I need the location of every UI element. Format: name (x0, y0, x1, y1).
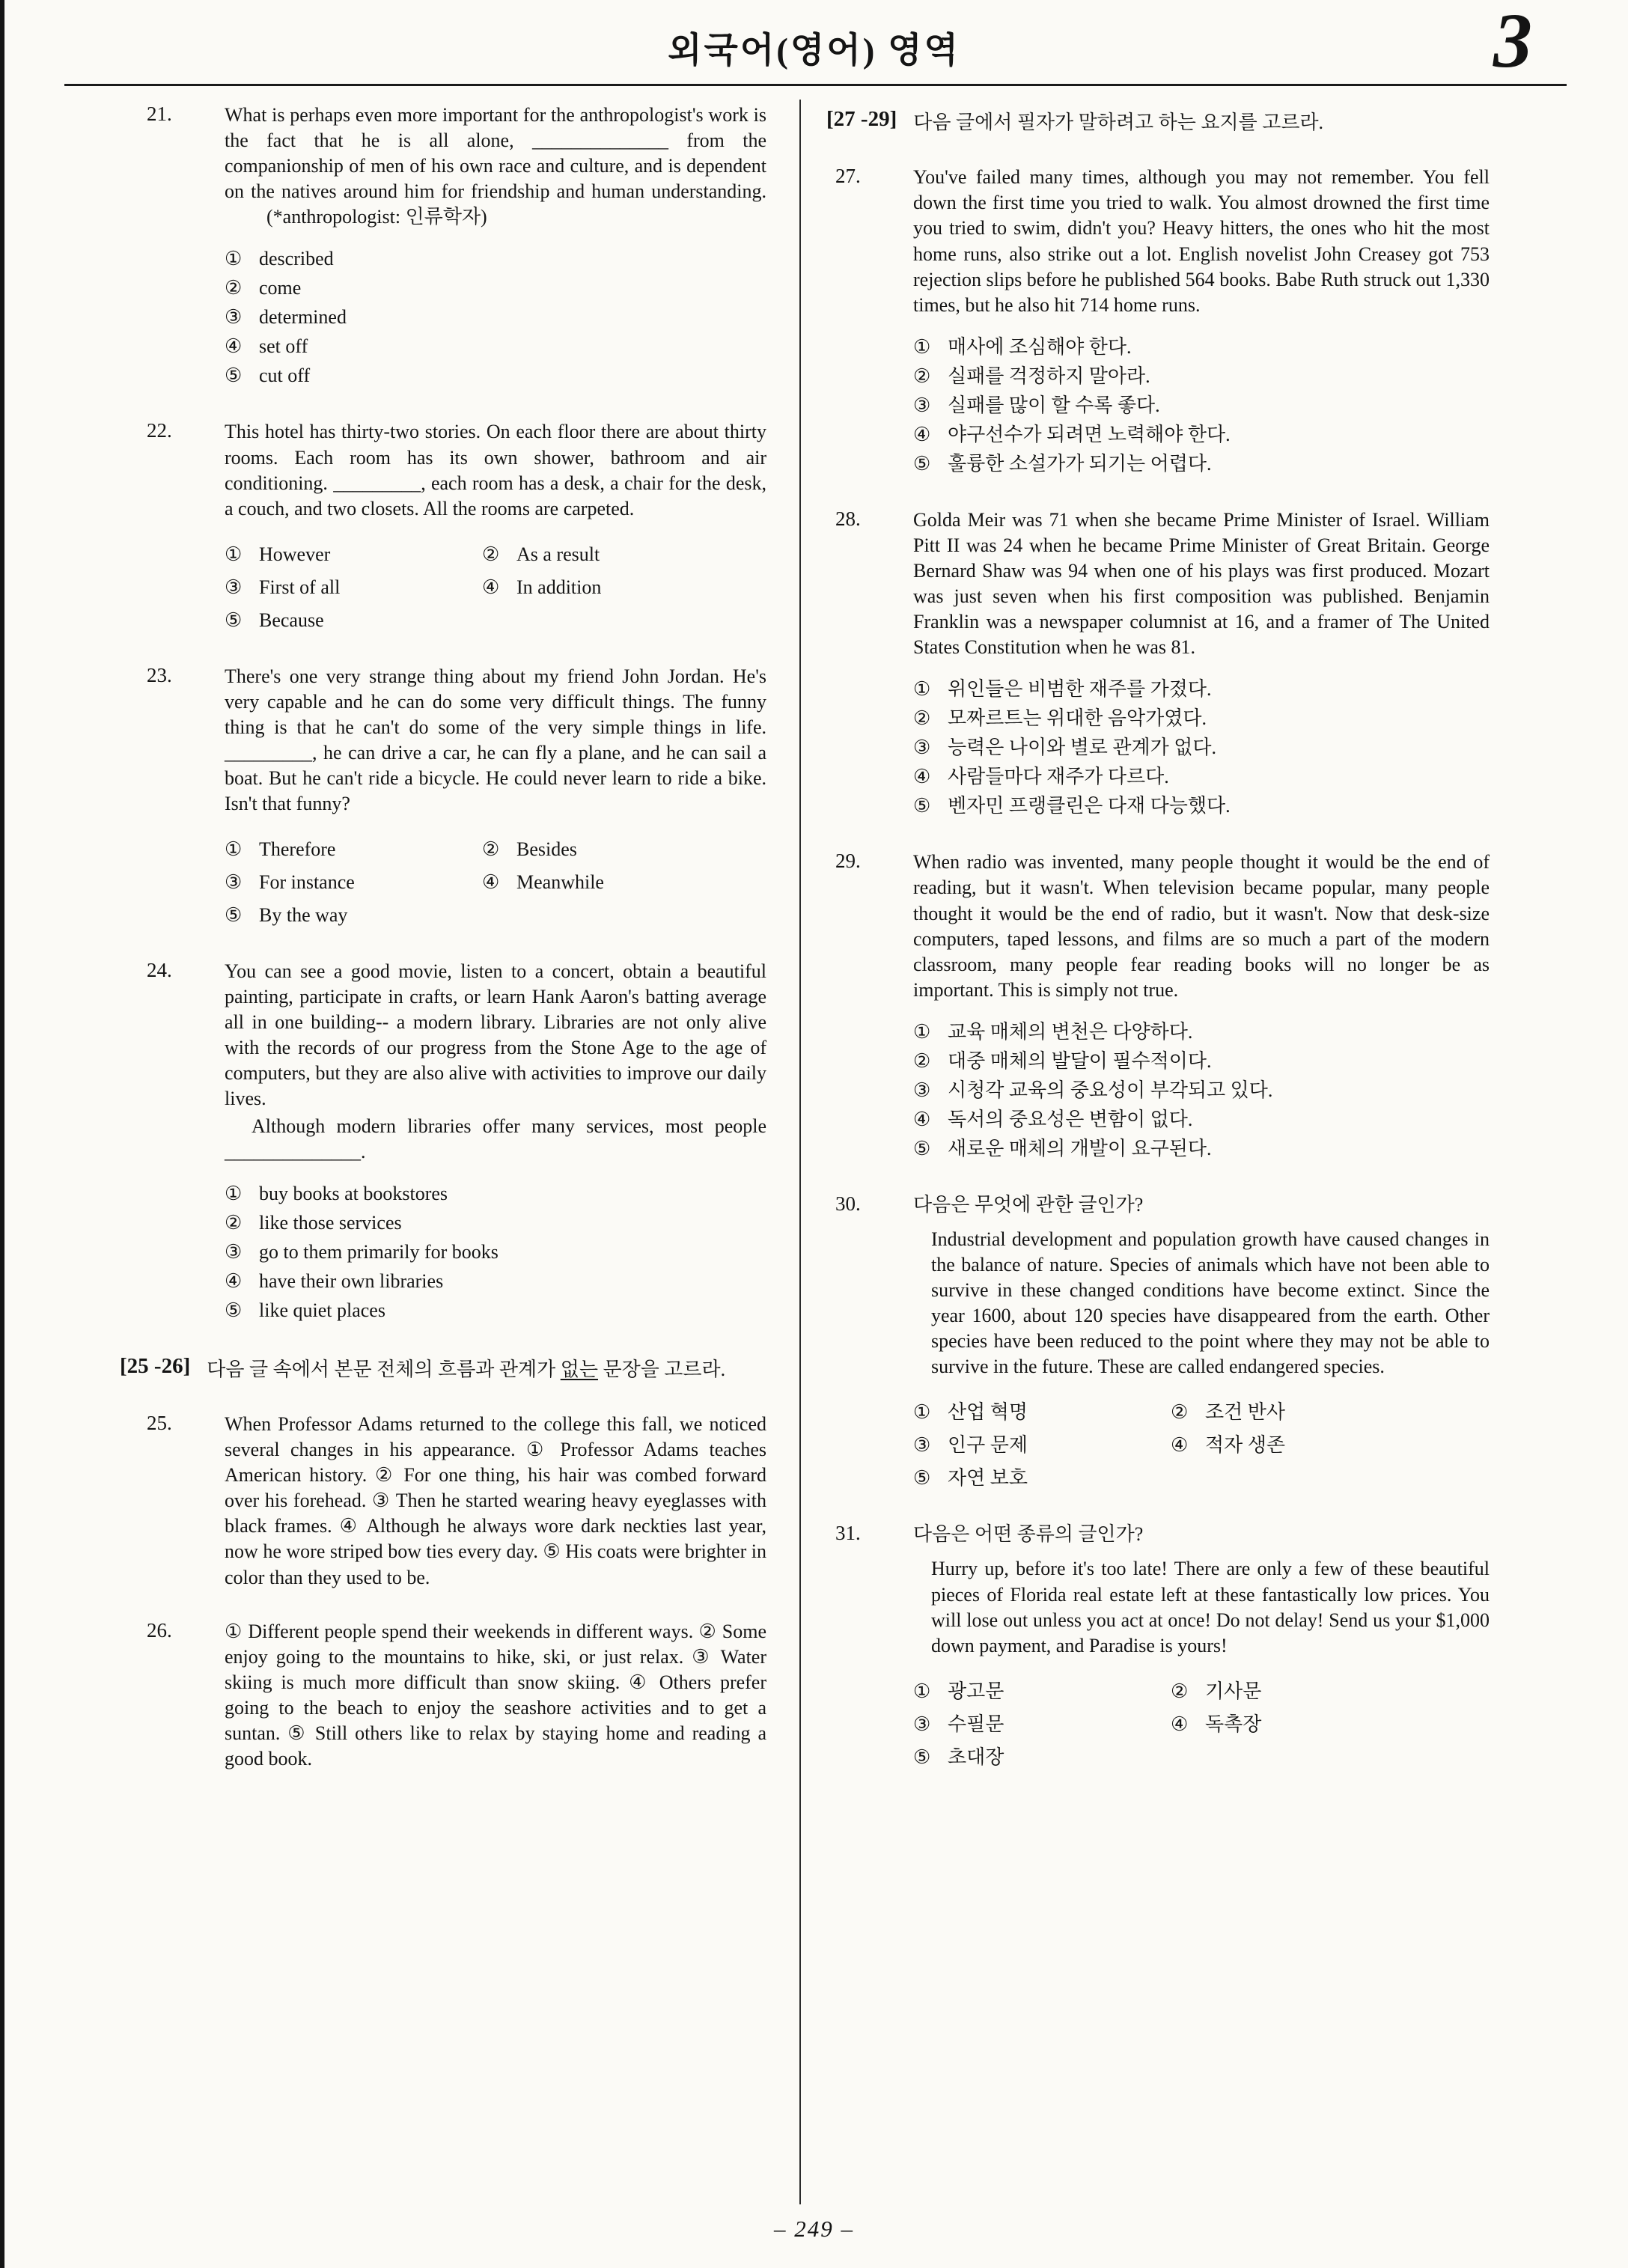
option-marker: ④ (913, 1108, 931, 1130)
options-list (225, 833, 766, 932)
option-marker: ④ (1171, 1713, 1189, 1735)
option-item (913, 393, 1490, 418)
option-item (225, 363, 766, 388)
question-body (225, 664, 766, 932)
passage-paragraph: When radio was invented, many people thought it would be the end of reading, but it wasn't. When television became popular, many people thought it would be the end of radio, but it wasn't. Now that desk-size computers, taped lessons, and films are so much a part of the modern classroom, many people fear reading books will no longer be as important. This is simply not true. (913, 851, 1490, 1001)
passage-paragraph: You've failed many times, although you may not remember. You fell down the first time you tried to walk. You almost drowned the first time you tried to swim, didn't you? Heavy hitters, the ones who hit the most home runs, also strike out a lot. English novelist John Creasey got 753 rejection slips before he published 564 books. Babe Ruth struck out 1,330 times, but he also hit 714 home runs. (913, 166, 1490, 316)
option-label: 자연 보호 (948, 1467, 1028, 1490)
question-30 (826, 1192, 1490, 1495)
option-label: 능력은 나이와 별로 관계가 없다. (948, 737, 1217, 759)
passage-paragraph: There's one very strange thing about my friend John Jordan. He's very capable and he can do some very difficult things. The funny thing is that he can't do some of the very simple things in life. _________, he can drive a car, he can fly a plane, and he can sail a boat. But he can't ride a bicycle. He could never learn to ride a bike. Isn't that funny? (225, 665, 766, 815)
option-label: 기사문 (1205, 1680, 1262, 1702)
option-item (482, 542, 766, 567)
option-item (913, 422, 1490, 448)
option-label: buy books at bookstores (259, 1182, 448, 1204)
option-item (913, 364, 1490, 389)
option-marker: ④ (482, 576, 500, 598)
option-marker: ② (482, 543, 500, 565)
option-item (913, 1049, 1490, 1074)
option-item (913, 764, 1490, 790)
option-item (225, 837, 476, 862)
question-25 (120, 1412, 766, 1591)
option-marker: ③ (913, 1713, 931, 1735)
option-item (225, 334, 766, 359)
option-label: 독서의 중요성은 변함이 없다. (948, 1108, 1193, 1130)
section-instruction (826, 107, 1490, 136)
passage-paragraph: Although modern libraries offer many services, most people ______________. (225, 1115, 766, 1162)
instruction-fragment: 다음 글 속에서 본문 전체의 흐름과 관계가 (207, 1358, 561, 1380)
option-item (913, 677, 1490, 702)
question-number: 27. (835, 165, 861, 188)
option-marker: ① (913, 1020, 931, 1043)
options-list (913, 1396, 1490, 1495)
option-item (913, 1136, 1490, 1162)
option-marker: ② (225, 1211, 243, 1234)
option-label: 수필문 (948, 1713, 1004, 1735)
option-item (913, 1466, 1165, 1491)
option-marker: ① (225, 543, 243, 565)
option-marker: ① (913, 335, 931, 358)
question-31 (826, 1522, 1490, 1773)
option-label: 대중 매체의 발달이 필수적이다. (948, 1049, 1212, 1072)
option-item (1171, 1679, 1490, 1704)
question-body (225, 103, 766, 392)
question-29 (826, 850, 1490, 1165)
option-marker: ⑤ (913, 1746, 931, 1768)
option-label: For instance (259, 871, 355, 894)
option-label: 교육 매체의 변천은 다양하다. (948, 1020, 1193, 1043)
question-28 (826, 507, 1490, 823)
option-marker: ④ (913, 766, 931, 788)
option-label: 야구선수가 되려면 노력해야 한다. (948, 423, 1231, 445)
question-number: 22. (147, 419, 172, 442)
option-item (1171, 1400, 1490, 1425)
page-title: 외국어(영어) 영역 (668, 31, 960, 70)
passage-paragraph: When Professor Adams returned to the college this fall, we noticed several changes in his appearance. ① Professor Adams teaches American history. ② For one thing, his hair was combed forward over his forehead. ③ Then he started wearing heavy eyeglasses with black frames. ④ Although he always wore dark neckties last year, now he wore striped bow ties every day. ⑤ His coats were brighter in color than they used to be. (225, 1413, 766, 1588)
option-label: 벤자민 프랭클린은 다재 다능했다. (948, 795, 1231, 817)
option-label: 훌륭한 소설가가 되기는 어렵다. (948, 452, 1212, 475)
option-marker: ④ (225, 1269, 243, 1292)
option-item (1171, 1712, 1490, 1737)
option-item (913, 1712, 1165, 1737)
option-marker: ③ (225, 871, 243, 894)
option-item (225, 1298, 766, 1323)
question-27 (826, 165, 1490, 481)
option-marker: ③ (913, 1079, 931, 1101)
options-list (225, 246, 766, 388)
option-label: 시청각 교육의 중요성이 부각되고 있다. (948, 1079, 1273, 1101)
option-marker: ④ (1171, 1434, 1189, 1457)
option-label: 사람들마다 재주가 다르다. (948, 766, 1169, 788)
page-number: 3 (1493, 0, 1532, 84)
option-item (225, 542, 476, 567)
option-item (913, 1019, 1490, 1045)
option-marker: ⑤ (225, 1299, 243, 1321)
option-label: 적자 생존 (1205, 1434, 1285, 1457)
option-item (225, 903, 476, 928)
option-marker: ① (913, 678, 931, 701)
option-item (225, 275, 766, 301)
option-marker: ① (913, 1680, 931, 1702)
option-marker: ③ (913, 1434, 931, 1457)
section-instruction (120, 1354, 766, 1383)
option-marker: ② (225, 277, 243, 299)
option-item (1171, 1433, 1490, 1458)
question-body (225, 419, 766, 636)
option-label: 매사에 조심해야 한다. (948, 335, 1132, 358)
question-prompt: 다음은 어떤 종류의 글인가? (913, 1523, 1144, 1546)
options-list (913, 1675, 1490, 1774)
option-marker: ② (913, 707, 931, 730)
section-instruction-text (207, 1354, 725, 1383)
option-marker: ② (913, 1049, 931, 1072)
option-item (482, 837, 766, 862)
option-marker: ② (482, 838, 500, 861)
option-label: 산업 혁명 (948, 1401, 1028, 1424)
question-number: 29. (835, 850, 861, 873)
scan-edge (0, 0, 4, 2268)
option-label: come (259, 277, 302, 299)
question-number: 30. (835, 1192, 861, 1215)
question-number: 25. (147, 1412, 172, 1435)
option-label: As a result (516, 543, 600, 565)
option-item (913, 1078, 1490, 1103)
left-column (64, 100, 775, 2204)
option-item (225, 1269, 766, 1294)
option-item (913, 1679, 1165, 1704)
question-26 (120, 1619, 766, 1773)
option-item (913, 1107, 1490, 1133)
option-label: 초대장 (948, 1746, 1004, 1768)
question-body (913, 1522, 1490, 1773)
option-label: determined (259, 306, 347, 329)
passage-paragraph: Industrial development and population growth have caused changes in the balance of nature. Species of animals which have not been able to survive in these changed conditions have become extinct. Since the year 1600, about 120 species have disappeared from the earth. Other species have been reduced to the point where they may not be able to survive in the future. These are called endangered species. (931, 1228, 1490, 1378)
question-body (913, 850, 1490, 1165)
option-marker: ② (1171, 1401, 1189, 1424)
section-instruction-text (913, 107, 1323, 136)
option-label: 광고문 (948, 1680, 1004, 1702)
option-label: However (259, 543, 331, 565)
option-label: 위인들은 비범한 재주를 가졌다. (948, 678, 1212, 701)
option-item (225, 870, 476, 895)
passage-paragraph: What is perhaps even more important for the anthropologist's work is the fact that he is all alone, ______________ from the companionship of men of his own race and culture, and is dependent on the natives around him for friendship and human understanding.(*anthropologist: 인류학자) (225, 104, 766, 228)
question-prompt: 다음은 무엇에 관한 글인가? (913, 1193, 1144, 1216)
option-item (913, 1433, 1165, 1458)
option-marker: ⑤ (913, 1467, 931, 1490)
options-list (913, 1019, 1490, 1162)
option-marker: ⑤ (913, 452, 931, 475)
question-21 (120, 103, 766, 392)
option-marker: ③ (913, 394, 931, 416)
option-marker: ⑤ (913, 795, 931, 817)
option-marker: ⑤ (913, 1137, 931, 1159)
option-label: 모짜르트는 위대한 음악가였다. (948, 707, 1207, 730)
question-body (225, 1412, 766, 1591)
option-item (225, 575, 476, 600)
option-marker: ④ (913, 423, 931, 445)
option-label: 새로운 매체의 개발이 요구된다. (948, 1137, 1212, 1159)
option-item (225, 305, 766, 330)
options-list (913, 335, 1490, 477)
option-label: By the way (259, 904, 348, 927)
option-label: like quiet places (259, 1299, 385, 1321)
option-item (225, 1210, 766, 1236)
question-23 (120, 664, 766, 932)
option-marker: ⑤ (225, 365, 243, 387)
option-item (225, 246, 766, 272)
right-column (799, 100, 1496, 2204)
question-number: 21. (147, 103, 172, 125)
question-number: 24. (147, 959, 172, 982)
option-marker: ① (225, 248, 243, 270)
option-marker: ③ (225, 576, 243, 598)
instruction-fragment: 없는 (560, 1358, 598, 1380)
option-marker: ① (913, 1401, 931, 1424)
option-marker: ① (225, 1182, 243, 1204)
question-22 (120, 419, 766, 636)
options-list (225, 1181, 766, 1323)
question-24 (120, 959, 766, 1327)
option-label: go to them primarily for books (259, 1240, 499, 1263)
option-item (482, 870, 766, 895)
option-item (913, 793, 1490, 819)
question-body (913, 1192, 1490, 1495)
option-label: 실패를 걱정하지 말아라. (948, 365, 1150, 387)
option-marker: ④ (225, 335, 243, 358)
option-marker: ② (1171, 1680, 1189, 1702)
options-list (913, 677, 1490, 819)
option-label: 인구 문제 (948, 1434, 1028, 1457)
option-item (913, 1400, 1165, 1425)
option-label: Besides (516, 838, 577, 861)
question-number: 23. (147, 663, 172, 686)
option-item (913, 335, 1490, 360)
option-item (225, 608, 476, 633)
option-item (913, 735, 1490, 760)
passage-paragraph: Hurry up, before it's too late! There are only a few of these beautiful pieces of Florida real estate left at these fantastically low prices. You will lose out unless you act at once! Do not delay! Send us your $1,000 down payment, and Paradise is yours! (931, 1558, 1490, 1656)
question-number: 31. (835, 1522, 861, 1545)
option-marker: ③ (225, 306, 243, 329)
passage-paragraph: Golda Meir was 71 when she became Prime Minister of Israel. William Pitt II was 24 when he became Prime Minister of Great Britain. George Bernard Shaw was 94 when one of his plays was first produced. Mozart was just seven when his first composition was published. Benjamin Franklin was a newspaper columnist at 16, and a framer of The United States Constitution when he was 81. (913, 508, 1490, 659)
option-item (913, 706, 1490, 731)
passage-paragraph: This hotel has thirty-two stories. On each floor there are about thirty rooms. Each room has its own shower, bathroom and air conditioning. _________, each room has a desk, a chair for the desk, a couch, and two closets. All the rooms are carpeted. (225, 421, 766, 519)
option-label: set off (259, 335, 308, 358)
option-marker: ① (225, 838, 243, 861)
section-range-label: [27 -29] (826, 107, 897, 131)
vocabulary-note: (*anthropologist: 인류학자) (266, 206, 487, 228)
option-label: have their own libraries (259, 1269, 444, 1292)
option-label: 조건 반사 (1205, 1401, 1285, 1424)
option-marker: ③ (225, 1240, 243, 1263)
option-item (913, 451, 1490, 477)
option-label: 실패를 많이 할 수록 좋다. (948, 394, 1160, 416)
page-footer: – 249 – (774, 2216, 854, 2242)
option-label: cut off (259, 365, 311, 387)
instruction-fragment: 다음 글에서 필자가 말하려고 하는 요지를 고르라. (913, 112, 1324, 133)
option-label: First of all (259, 576, 341, 598)
page-header (0, 0, 1628, 84)
question-body (913, 507, 1490, 823)
question-body (225, 959, 766, 1327)
option-item (225, 1181, 766, 1207)
option-marker: ④ (482, 871, 500, 894)
options-list (225, 538, 766, 637)
passage-paragraph: You can see a good movie, listen to a concert, obtain a beautiful painting, participate in crafts, or learn Hank Aaron's batting average all in one building-- a modern library. Libraries are not only alive with the records of our progress from the Stone Age to the age of computers, but they are also alive with activities to improve our daily lives. (225, 960, 766, 1110)
passage-paragraph: ① Different people spend their weekends in different ways. ② Some enjoy going to the mountains to hike, ski, or just relax. ③ Water skiing is much more difficult than snow skiing. ④ Others prefer going to the beach to enjoy the seashore activities and to get a suntan. ⑤ Still others like to relax by staying home and reading a good book. (225, 1620, 766, 1769)
section-range-label: [25 -26] (120, 1353, 191, 1378)
option-item (482, 575, 766, 600)
question-number: 26. (147, 1618, 172, 1641)
option-item (913, 1745, 1165, 1770)
option-label: like those services (259, 1211, 402, 1234)
option-label: Therefore (259, 838, 336, 861)
option-marker: ⑤ (225, 609, 243, 631)
option-label: described (259, 248, 334, 270)
question-body (225, 1619, 766, 1773)
option-marker: ② (913, 365, 931, 387)
option-label: 독촉장 (1205, 1713, 1262, 1735)
option-label: In addition (516, 576, 602, 598)
option-marker: ⑤ (225, 904, 243, 927)
option-label: Meanwhile (516, 871, 604, 894)
option-label: Because (259, 609, 324, 631)
content-columns (0, 86, 1628, 2204)
question-body (913, 165, 1490, 481)
question-number: 28. (835, 507, 861, 530)
option-item (225, 1240, 766, 1265)
option-marker: ③ (913, 737, 931, 759)
instruction-fragment: 문장을 고르라. (597, 1358, 726, 1380)
